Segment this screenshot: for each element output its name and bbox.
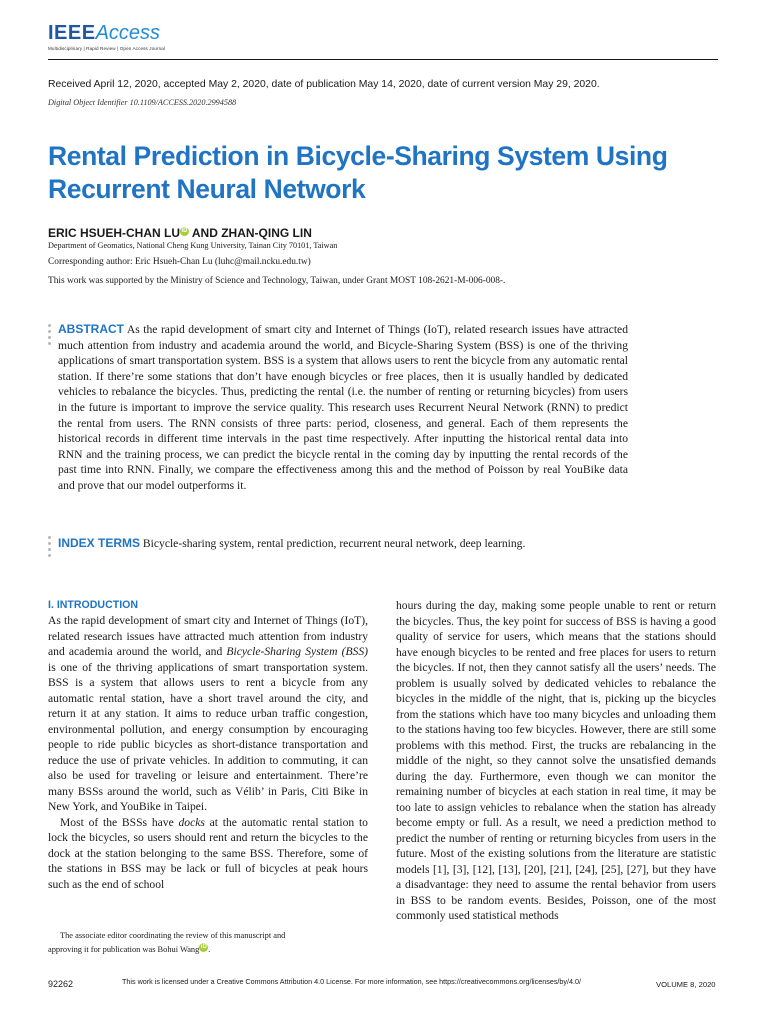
intro-paragraph-2: [48, 815, 368, 893]
index-terms-text: Bicycle-sharing system, rental prediction, recurrent neural network, deep learning.: [142, 537, 526, 550]
volume-label: VOLUME 8, 2020: [656, 980, 716, 989]
intro-p1-text: As the rapid development of smart city and Internet of Things (IoT), related research issues have attracted much attention from industry and academia around the world, and: [48, 614, 368, 658]
title-line-2: Recurrent Neural Network: [48, 174, 366, 204]
author-list: [48, 226, 312, 240]
body-column-left: [48, 598, 368, 892]
paper-title: [48, 140, 688, 206]
abstract: [58, 322, 628, 494]
intro-p1-text-cont: is one of the thriving applications of smart transportation system. BSS is a system that allows users to rent a bicycle from any automatic rental station, have a short travel around the city, and return it at any station. It aims to reduce urban traffic congestion, environmental pollution, and energy consumption by encouraging people to ride public bicycles as short-distance transportation and reduce the use of private vehicles. In addition to commuting, it can also be used for traveling or leisure and entertainment. There’re many BSSs around the world, such as Vélib’ in Paris, Citi Bike in New York, and YouBike in Taipei.: [48, 660, 368, 813]
journal-logo: [48, 22, 165, 51]
journal-brand-suffix: Access: [95, 22, 161, 44]
license-note: This work is licensed under a Creative Commons Attribution 4.0 License. For more information, see https://creativecommons.org/licenses/by/4.0/: [122, 977, 582, 986]
section-heading: I. INTRODUCTION: [48, 599, 139, 611]
doi-line: Digital Object Identifier 10.1109/ACCESS.2020.2994588: [48, 98, 237, 107]
orcid-icon[interactable]: iD: [181, 228, 188, 234]
author-2: AND ZHAN-QING LIN: [189, 226, 312, 240]
intro-p2-term: docks: [178, 815, 205, 829]
journal-brand: IEEE: [48, 22, 96, 44]
page-number: 92262: [48, 979, 74, 989]
journal-tagline: Multidisciplinary | Rapid Review | Open Access Journal: [48, 46, 166, 51]
index-terms-marker-icon: [48, 536, 51, 560]
affiliation: Department of Geomatics, National Cheng Kung University, Tainan City 70101, Taiwan: [48, 241, 338, 250]
editor-footnote: [48, 929, 368, 957]
abstract-text: As the rapid development of smart city and Internet of Things (IoT), related research issues have attracted much attention from industry and academia around the world, and Bicycle-Sharing System (BSS) is one of the thriving applications of smart transportation system. BSS is a system that allows users to rent the bicycle from any automatic rental station. If there’re some stations that don’t have enough bicycles or free places, then it is usually handled by dedicated vehicles to rebalance the bicycles. Thus, predicting the rental (i.e. the number of renting or returning bicycles) from users in the future is important to improve the service quality. This research uses Recurrent Neural Network (RNN) to predict the rental from users. The RNN consists of three parts: period, closeness, and general. Each of them represents the historical records in different time intervals in the past time respectively. After inputting the historical rental data into RNN and the training process, we can predict the bicycle rental in the coming day by inputting the rental records of the past time into RNN. Finally, we compare the effectiveness among this and the method of Poisson by real YouBike data and prove that our model outperforms it.: [58, 323, 628, 492]
index-terms-label: INDEX TERMS: [58, 536, 141, 550]
intro-p2-text-cont: at the automatic rental station to lock the bicycles, so users should rent and return the bicycles to the dock at the station belonging to the same BSS. Therefore, some of the stations in BSS may be lack or full of bicycles at peak hours such as the end of school: [48, 815, 368, 891]
footnote-line-2: approving it for publication was Bohui Wang: [48, 945, 200, 954]
funding-note: This work was supported by the Ministry of Science and Technology, Taiwan, under Grant MOST 108-2621-M-006-008-.: [48, 276, 506, 286]
orcid-icon[interactable]: iD: [200, 944, 207, 951]
footnote-end: .: [208, 945, 211, 954]
intro-paragraph-1: [48, 613, 368, 815]
index-terms: [58, 536, 628, 551]
title-line-1: Rental Prediction in Bicycle-Sharing System Using: [48, 141, 668, 171]
intro-paragraph-cont: hours during the day, making some people unable to rent or return the bicycles. Thus, the key point for success of BSS is having a good quality of service for users, which means that the stations should have enough bicycles to be rented and free places for users to return the bicycles. If not, then they cannot satisfy all the users’ needs. The problem is usually solved by dedicated vehicles to rebalance the bicycles in the middle of the night, that is, picking up the bicycles from the stations which have too many bicycles and unloading them to the stations having too few bicycles. However, there are still some problems with this method. First, the trucks are rebalancing in the middle of the night, so they cannot solve the unsatisfied demands during the day. Furthermore, even though we can monitor the remaining number of bicycles at each station in real time, it may be too late to assign vehicles to rebalance when the station has already become empty or full. As a result, we need a prediction method to predict the number of renting or returning bicycles from users in the future. Most of the existing solutions from the literature are statistic models [1], [3], [12], [13], [20], [21], [24], [25], [27], but they have a disadvantage: they need to assume the rental behavior from users in BSS to be random events. Besides, Poisson, one of the most commonly used statistical methods: [396, 599, 716, 922]
abstract-marker-icon: [48, 324, 51, 348]
author-1: ERIC HSUEH-CHAN LU: [48, 226, 180, 240]
body-column-right: [396, 598, 716, 924]
footnote-line-1: The associate editor coordinating the review of this manuscript and: [60, 931, 286, 940]
abstract-label: ABSTRACT: [58, 322, 124, 336]
masthead-divider: [48, 59, 718, 60]
received-dates: Received April 12, 2020, accepted May 2, 2020, date of publication May 14, 2020, date of current version May 29, 2020.: [48, 79, 600, 90]
intro-p1-term: Bicycle-Sharing System (BSS): [226, 645, 368, 658]
corresponding-author: Corresponding author: Eric Hsueh-Chan Lu (luhc@mail.ncku.edu.tw): [48, 257, 311, 267]
intro-p2-text: Most of the BSSs have: [60, 815, 179, 829]
